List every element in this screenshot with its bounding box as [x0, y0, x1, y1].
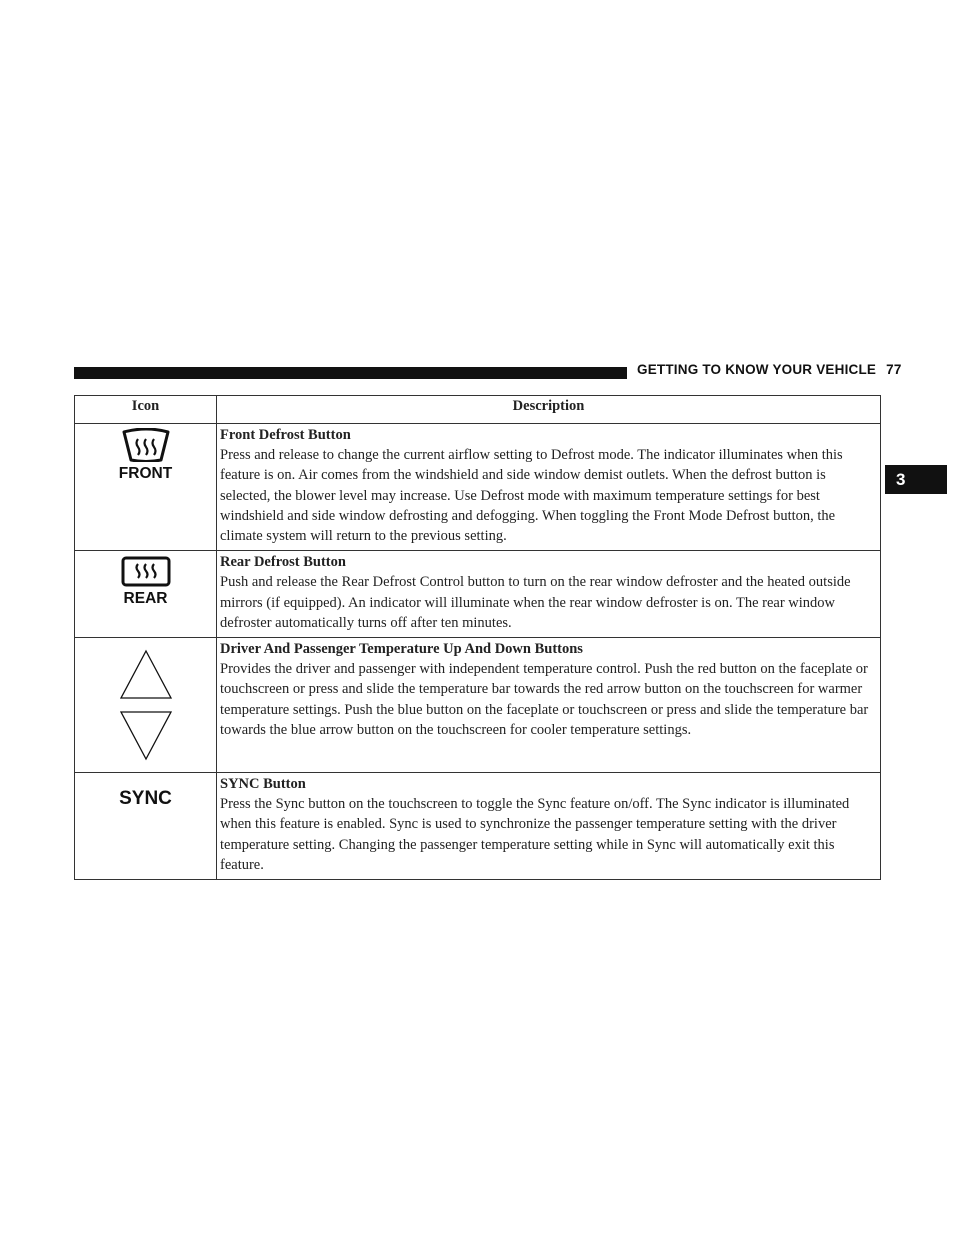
row-body: Provides the driver and passenger with independent temperature control. Push the red button on the faceplate or touchscreen or press and slide the temperature bar towards the red arrow button on the touchscreen for warmer temperature settings. Push the blue button on the faceplate or touchscreen or press and slide the temperature bar towards the blue arrow button on the touchscreen for cooler temperature settings. — [220, 661, 869, 738]
column-header-description: Description — [217, 396, 881, 424]
temperature-up-arrow-icon — [118, 648, 174, 700]
rear-defrost-icon — [119, 555, 173, 607]
running-header — [637, 362, 902, 377]
icon-cell — [75, 424, 217, 551]
table-row — [75, 773, 881, 880]
header-rule — [74, 367, 627, 379]
sync-icon: SYNC — [119, 788, 172, 810]
front-icon-label: FRONT — [118, 465, 173, 482]
row-body: Press and release to change the current airflow setting to Defrost mode. The indicator illuminates when this feature is on. Air comes from the windshield and side window demist outlets. When the defrost button is selected, the blower level may increase. Use Defrost mode with maximum temperature settings for best windshield and side window defrosting and defogging. When toggling the Front Mode Defrost button, the climate system will return to the previous setting. — [220, 447, 843, 545]
row-body: Push and release the Rear Defrost Control button to turn on the rear window defroster and the heated outside mirrors (if equipped). An indicator will illuminate when the rear window defroster is on. The rear window defroster automatically turns off after ten minutes. — [220, 574, 851, 631]
description-cell — [217, 773, 881, 880]
row-title: Driver And Passenger Temperature Up And Down Buttons — [220, 641, 583, 658]
front-defrost-icon — [116, 428, 176, 482]
table-row — [75, 638, 881, 773]
temperature-up-down-icon — [118, 648, 174, 762]
row-body: Press the Sync button on the touchscreen to toggle the Sync feature on/off. The Sync indicator is illuminated when this feature is enabled. Sync is used to synchronize the passenger temperature setting with the driver temperature setting. Changing the passenger temperature setting while in Sync will automatically exit this feature. — [220, 796, 850, 873]
table-header-row — [75, 396, 881, 424]
row-title: Front Defrost Button — [220, 427, 351, 443]
temperature-down-arrow-icon — [118, 710, 174, 762]
icon-cell — [75, 638, 217, 773]
section-title: GETTING TO KNOW YOUR VEHICLE — [637, 362, 877, 377]
row-title: Rear Defrost Button — [220, 554, 346, 571]
icon-description-table — [74, 395, 881, 880]
table-row — [75, 551, 881, 638]
icon-cell — [75, 551, 217, 638]
page-number: 77 — [886, 362, 902, 377]
chapter-tab: 3 — [885, 465, 947, 494]
description-cell — [217, 638, 881, 773]
description-cell — [217, 424, 881, 551]
row-title: SYNC Button — [220, 776, 306, 793]
column-header-icon: Icon — [75, 396, 217, 424]
icon-cell — [75, 773, 217, 880]
rear-icon-label: REAR — [123, 590, 168, 608]
description-cell — [217, 551, 881, 638]
table-row — [75, 424, 881, 551]
